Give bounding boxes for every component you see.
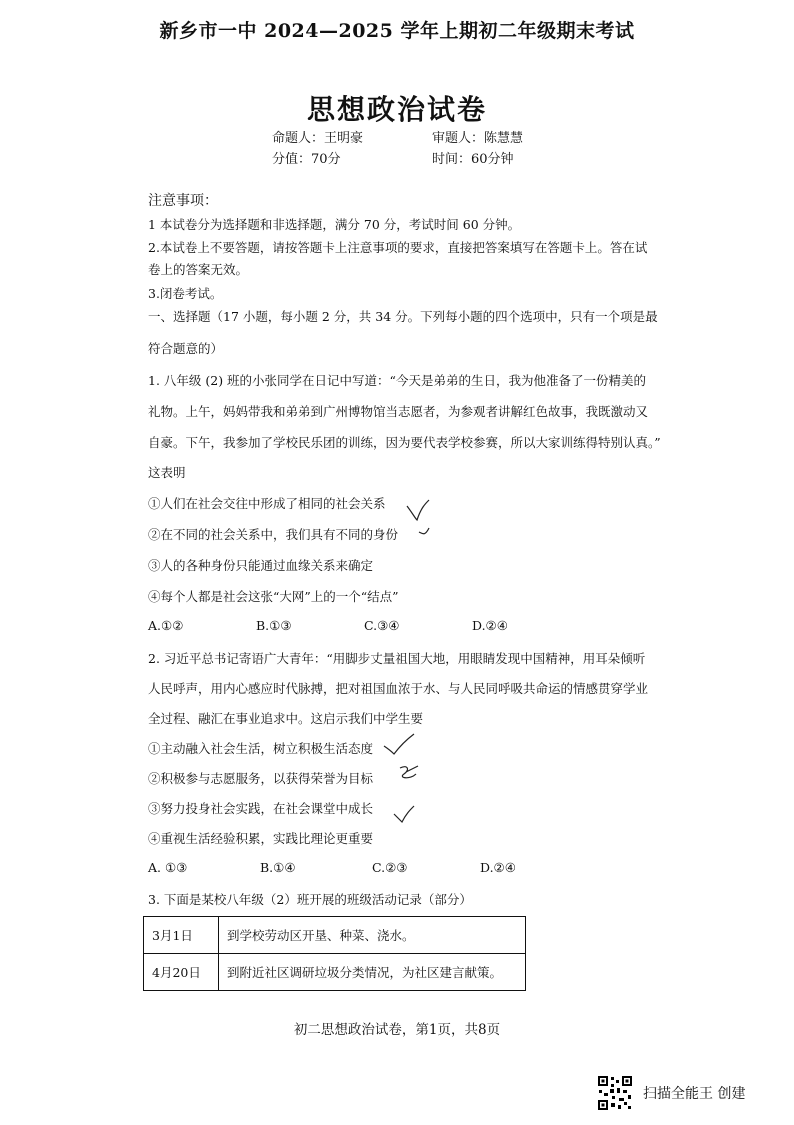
exam-title: 思想政治试卷 [306,93,487,126]
section-heading: 一、选择题（17 小题，每小题 2 分，共 34 分。下列每小题的四个选项中，只有一个项是最 [148,309,658,324]
q1-option-c[interactable]: C.③④ [364,618,400,633]
q2-stem: 人民呼声，用内心感应时代脉搏，把对祖国血浓于水、与人民同呼吸共命运的情感贯穿学业 [148,681,649,696]
q2-stem: 全过程、融汇在事业追求中。这启示我们中学生要 [148,711,424,726]
qr-code-icon [597,1075,633,1111]
q1-statement: ④每个人都是社会这张“大网”上的一个“结点” [148,589,399,604]
proposer-label: 命题人：王明豪 [272,131,364,146]
table-cell-activity: 到附近社区调研垃圾分类情况，为社区建言献策。 [219,954,526,991]
q1-options [148,618,508,633]
q2-option-a[interactable]: A. ①③ [148,860,188,875]
time-label: 时间：60分钟 [432,152,514,167]
table-cell-date: 3月1日 [144,917,219,954]
scanner-app-label: 扫描全能王 创建 [643,1086,746,1102]
q2-statement: ③努力投身社会实践，在社会课堂中成长 [148,801,374,816]
reviewer-label: 审题人：陈慧慧 [432,131,524,146]
table-row [144,917,526,954]
exam-header-school-line: 新乡市一中 2024—2025 学年上期初二年级期末考试 [159,20,635,42]
notes-item: 2.本试卷上不要答题，请按答题卡上注意事项的要求，直接把答案填写在答题卡上。答在试 [148,240,648,255]
q2-statement: ②积极参与志愿服务，以获得荣誉为目标 [148,771,374,786]
q3-stem: 3. 下面是某校八年级（2）班开展的班级活动记录（部分） [148,892,472,907]
q2-statement: ④重视生活经验积累，实践比理论更重要 [148,831,374,846]
q1-stem: 这表明 [148,465,186,480]
q2-options [148,860,516,875]
page-footer: 初二思想政治试卷，第1页，共8页 [293,1022,501,1038]
notes-item: 卷上的答案无效。 [148,262,249,277]
table-cell-activity: 到学校劳动区开垦、种菜、浇水。 [219,917,526,954]
q1-option-d[interactable]: D.②④ [472,618,508,633]
q1-statement: ②在不同的社会关系中，我们具有不同的身份 [148,527,399,542]
notes-heading: 注意事项： [148,193,218,209]
activity-record-table [143,916,526,991]
q2-stem: 2. 习近平总书记寄语广大青年：“用脚步丈量祖国大地，用眼睛发现中国精神，用耳朵倾听 [148,651,646,666]
q2-option-c[interactable]: C.②③ [372,860,408,875]
score-label: 分值：70分 [272,152,341,167]
q2-option-b[interactable]: B.①④ [260,860,296,875]
q1-statement: ③人的各种身份只能通过血缘关系来确定 [148,558,374,573]
q1-stem: 1. 八年级 (2) 班的小张同学在日记中写道：“今天是弟弟的生日，我为他准备了一份精美的 [148,373,646,388]
q2-statement: ①主动融入社会生活，树立积极生活态度 [148,741,374,756]
table-row [144,954,526,991]
q1-option-b[interactable]: B.①③ [256,618,292,633]
section-heading-cont: 符合题意的） [148,341,224,356]
handwritten-check-mark [405,498,445,538]
q1-stem: 礼物。上午，妈妈带我和弟弟到广州博物馆当志愿者，为参观者讲解红色故事，我既激动又 [148,404,649,419]
handwritten-marks [380,730,430,830]
table-cell-date: 4月20日 [144,954,219,991]
q1-statement: ①人们在社会交往中形成了相同的社会关系 [148,496,386,511]
notes-item: 1 本试卷分为选择题和非选择题，满分 70 分，考试时间 60 分钟。 [148,217,521,232]
notes-item: 3.闭卷考试。 [148,286,223,301]
q1-option-a[interactable]: A.①② [148,618,184,633]
q2-option-d[interactable]: D.②④ [480,860,516,875]
q1-stem: 自豪。下午，我参加了学校民乐团的训练，因为要代表学校参赛，所以大家训练得特别认真。” [148,435,661,450]
